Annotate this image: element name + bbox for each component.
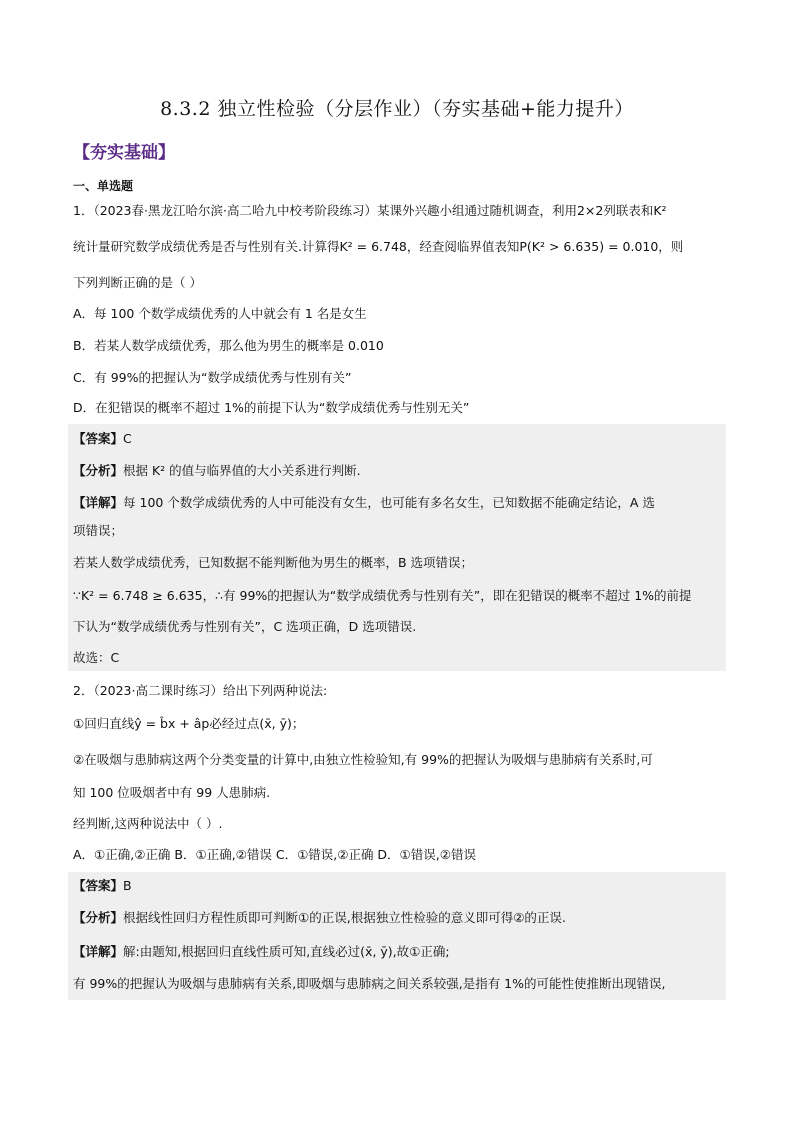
detail-text: 解:由题知,根据回归直线性质可知,直线必过(x̄, ȳ),故①正确; [123,944,450,959]
q2-stem-line-2: ①回归直线ŷ = b̂x + âp必经过点(x̄, ȳ)； [73,716,305,731]
q1-stem-line-2: 统计量研究数学成绩优秀是否与性别有关.计算得K² = 6.748，经查阅临界值表知P(K² > 6.635) = 0.010，则 [73,239,684,254]
answer-tag: 【答案】 [73,878,124,893]
q2-analysis [73,910,566,926]
q1-detail-line-4: ∵K² = 6.748 ≥ 6.635，∴有 99%的把握认为“数学成绩优秀与性别有关”，即在犯错误的概率不超过 1%的前提 [73,588,692,603]
q2-stem-line-1: 2．（2023·高二课时练习）给出下列两种说法: [73,683,328,698]
q1-option-a: A．每 100 个数学成绩优秀的人中就会有 1 名是女生 [73,306,367,321]
part-heading: 一、单选题 [73,179,134,193]
detail-text: 每 100 个数学成绩优秀的人中可能没有女生，也可能有多名女生，已知数据不能确定结论，A 选 [123,495,655,510]
q1-detail-line-5: 下认为“数学成绩优秀与性别有关”，C 选项正确，D 选项错误. [73,619,417,634]
answer-value: C [123,431,132,446]
q2-stem-line-3: ②在吸烟与患肺病这两个分类变量的计算中,由独立性检验知,有 99%的把握认为吸烟与患肺病有关系时,可 [73,752,653,767]
q1-option-b: B．若某人数学成绩优秀，那么他为男生的概率是 0.010 [73,338,384,353]
page-title: 8.3.2 独立性检验（分层作业）（夯实基础+能力提升） [160,98,634,120]
q2-answer [73,878,132,894]
section-heading: 【夯实基础】 [73,143,175,163]
q1-detail-line-2: 项错误； [73,523,124,538]
answer-tag: 【答案】 [73,431,124,446]
answer-value: B [123,878,132,893]
analysis-text: 根据线性回归方程性质即可判断①的正误,根据独立性检验的意义即可得②的正误. [123,910,566,925]
q1-detail-line-3: 若某人数学成绩优秀，已知数据不能判断他为男生的概率，B 选项错误； [73,555,474,570]
analysis-text: 根据 K² 的值与临界值的大小关系进行判断. [123,463,361,478]
q2-detail-line-2: 有 99%的把握认为吸烟与患肺病有关系,即吸烟与患肺病之间关系较强,是指有 1%的可能性使推断出现错误, [73,976,666,991]
q1-conclusion: 故选：C [73,650,120,665]
detail-tag: 【详解】 [73,944,124,959]
q1-option-c: C．有 99%的把握认为“数学成绩优秀与性别有关” [73,370,352,385]
detail-tag: 【详解】 [73,495,124,510]
q1-option-d: D．在犯错误的概率不超过 1%的前提下认为“数学成绩优秀与性别无关” [73,400,470,415]
analysis-tag: 【分析】 [73,910,124,925]
analysis-tag: 【分析】 [73,463,124,478]
q1-stem-line-1: 1．（2023春·黑龙江哈尔滨·高二哈九中校考阶段练习）某课外兴趣小组通过随机调查，利用2×2列联表和K² [73,203,667,218]
q1-stem-line-3: 下列判断正确的是（ ） [73,275,202,290]
q1-answer [73,431,132,447]
q2-options: A．①正确,②正确 B．①正确,②错误 C．①错误,②正确 D．①错误,②错误 [73,847,476,862]
q1-detail-line-1 [73,495,655,511]
q2-stem-line-4: 知 100 位吸烟者中有 99 人患肺病. [73,785,271,800]
q1-analysis [73,463,361,479]
q2-detail-line-1 [73,944,450,960]
q2-stem-line-5: 经判断,这两种说法中（ ）. [73,816,223,831]
